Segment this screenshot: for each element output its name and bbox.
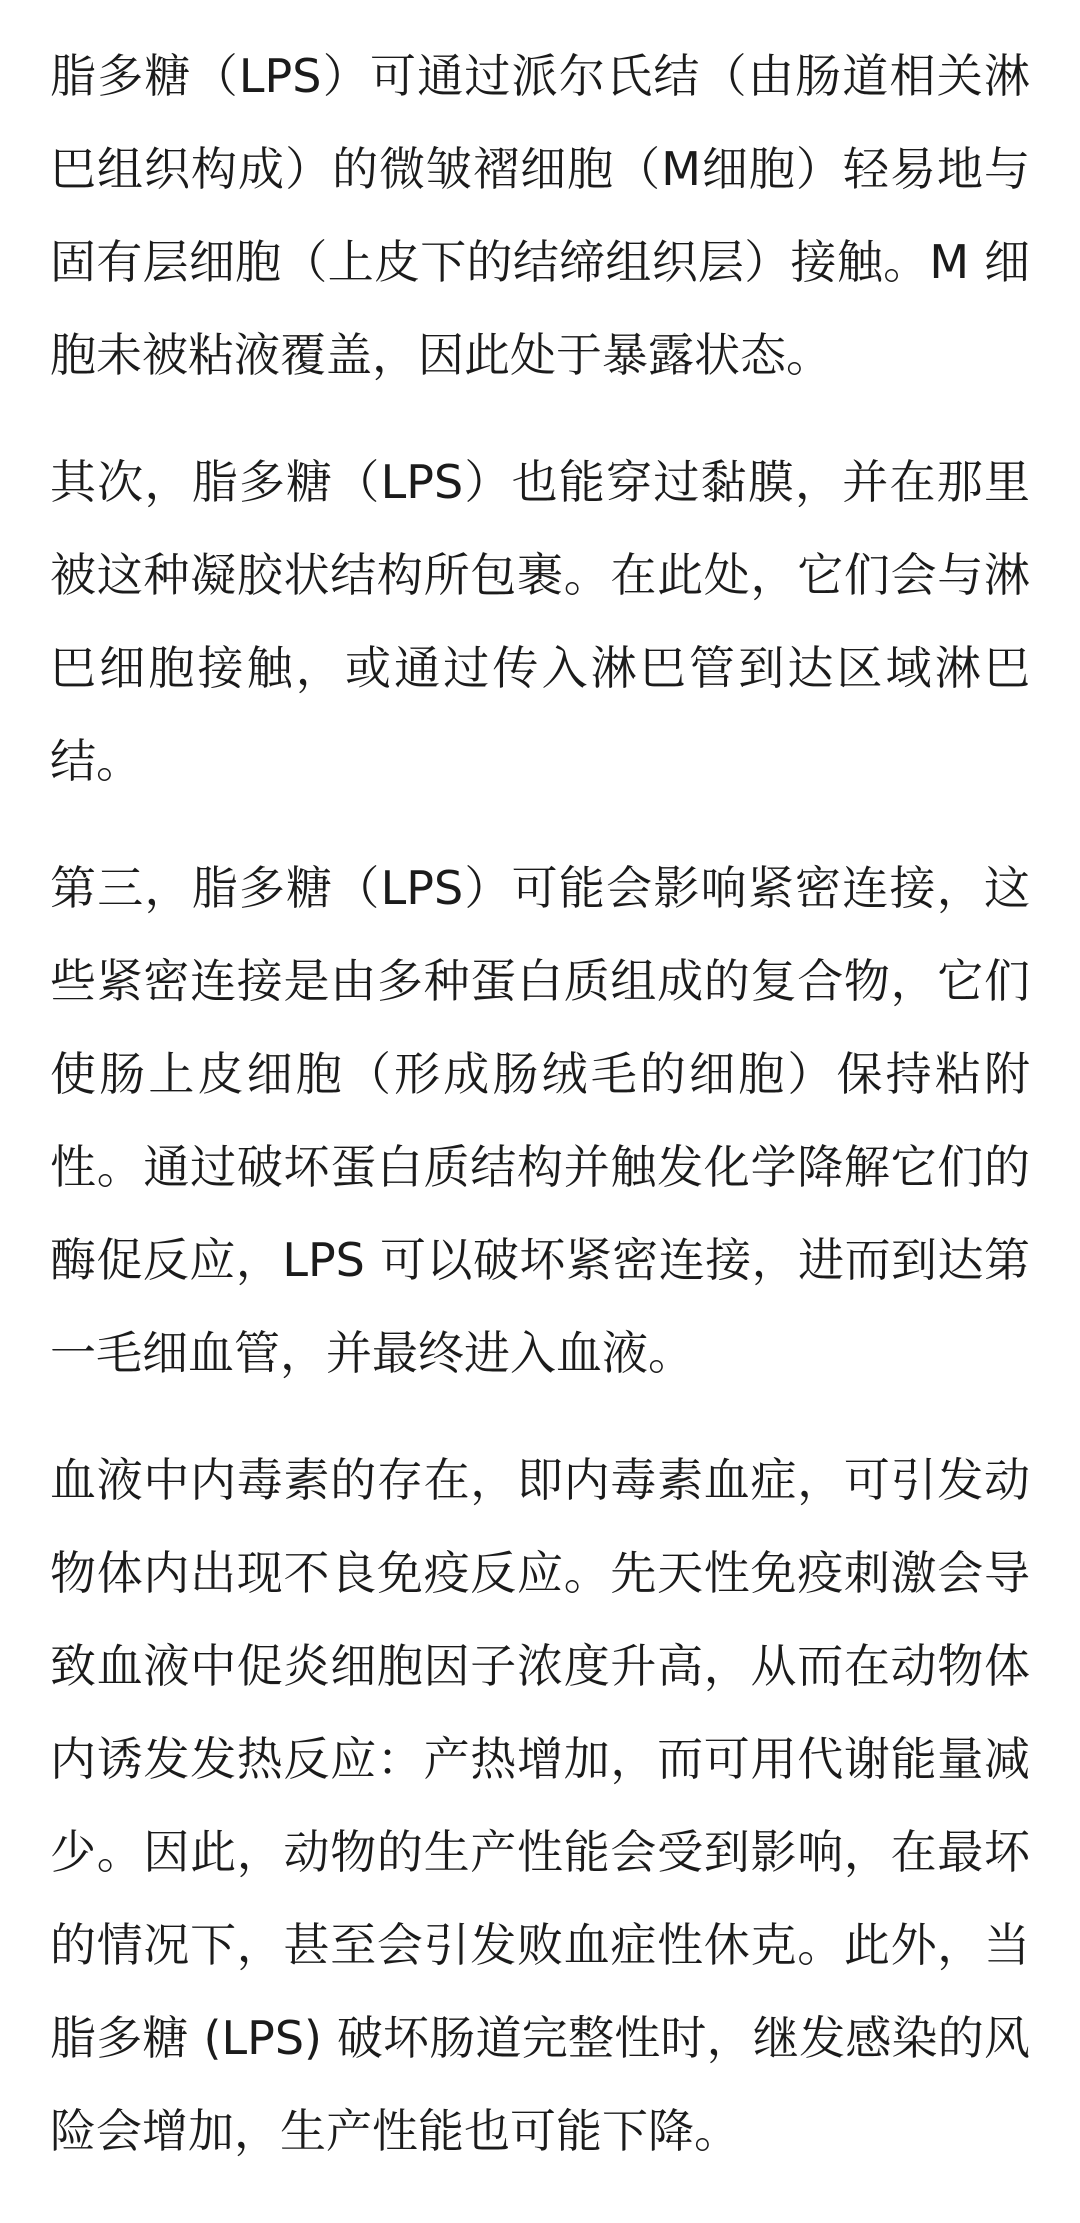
paragraph-tight-junctions: 第三，脂多糖（LPS）可能会影响紧密连接，这些紧密连接是由多种蛋白质组成的复合物，它们使肠上皮细胞（形成肠绒毛的细胞）保持粘附性。通过破坏蛋白质结构并触发化学降解它们的酶促反应，LPS 可以破坏紧密连接，进而到达第一毛细血管，并最终进入血液。 xyxy=(50,861,1030,1380)
article-body xyxy=(50,30,1030,2212)
paragraph-endotoxemia: 血液中内毒素的存在，即内毒素血症，可引发动物体内出现不良免疫反应。先天性免疫刺激会导致血液中促炎细胞因子浓度升高，从而在动物体内诱发发热反应：产热增加，而可用代谢能量减少。因此，动物的生产性能会受到影响，在最坏的情况下，甚至会引发败血症性休克。此外，当脂多糖 (LPS) 破坏肠道完整性时，继发感染的风险会增加，生产性能也可能下降。 xyxy=(50,1453,1030,2158)
paragraph-m-cells: 脂多糖（LPS）可通过派尔氏结（由肠道相关淋巴组织构成）的微皱褶细胞（M细胞）轻易地与固有层细胞（上皮下的结缔组织层）接触。M 细胞未被粘液覆盖，因此处于暴露状态。 xyxy=(50,49,1030,382)
paragraph-mucosa: 其次，脂多糖（LPS）也能穿过黏膜，并在那里被这种凝胶状结构所包裹。在此处，它们会与淋巴细胞接触，或通过传入淋巴管到达区域淋巴结。 xyxy=(50,455,1030,788)
